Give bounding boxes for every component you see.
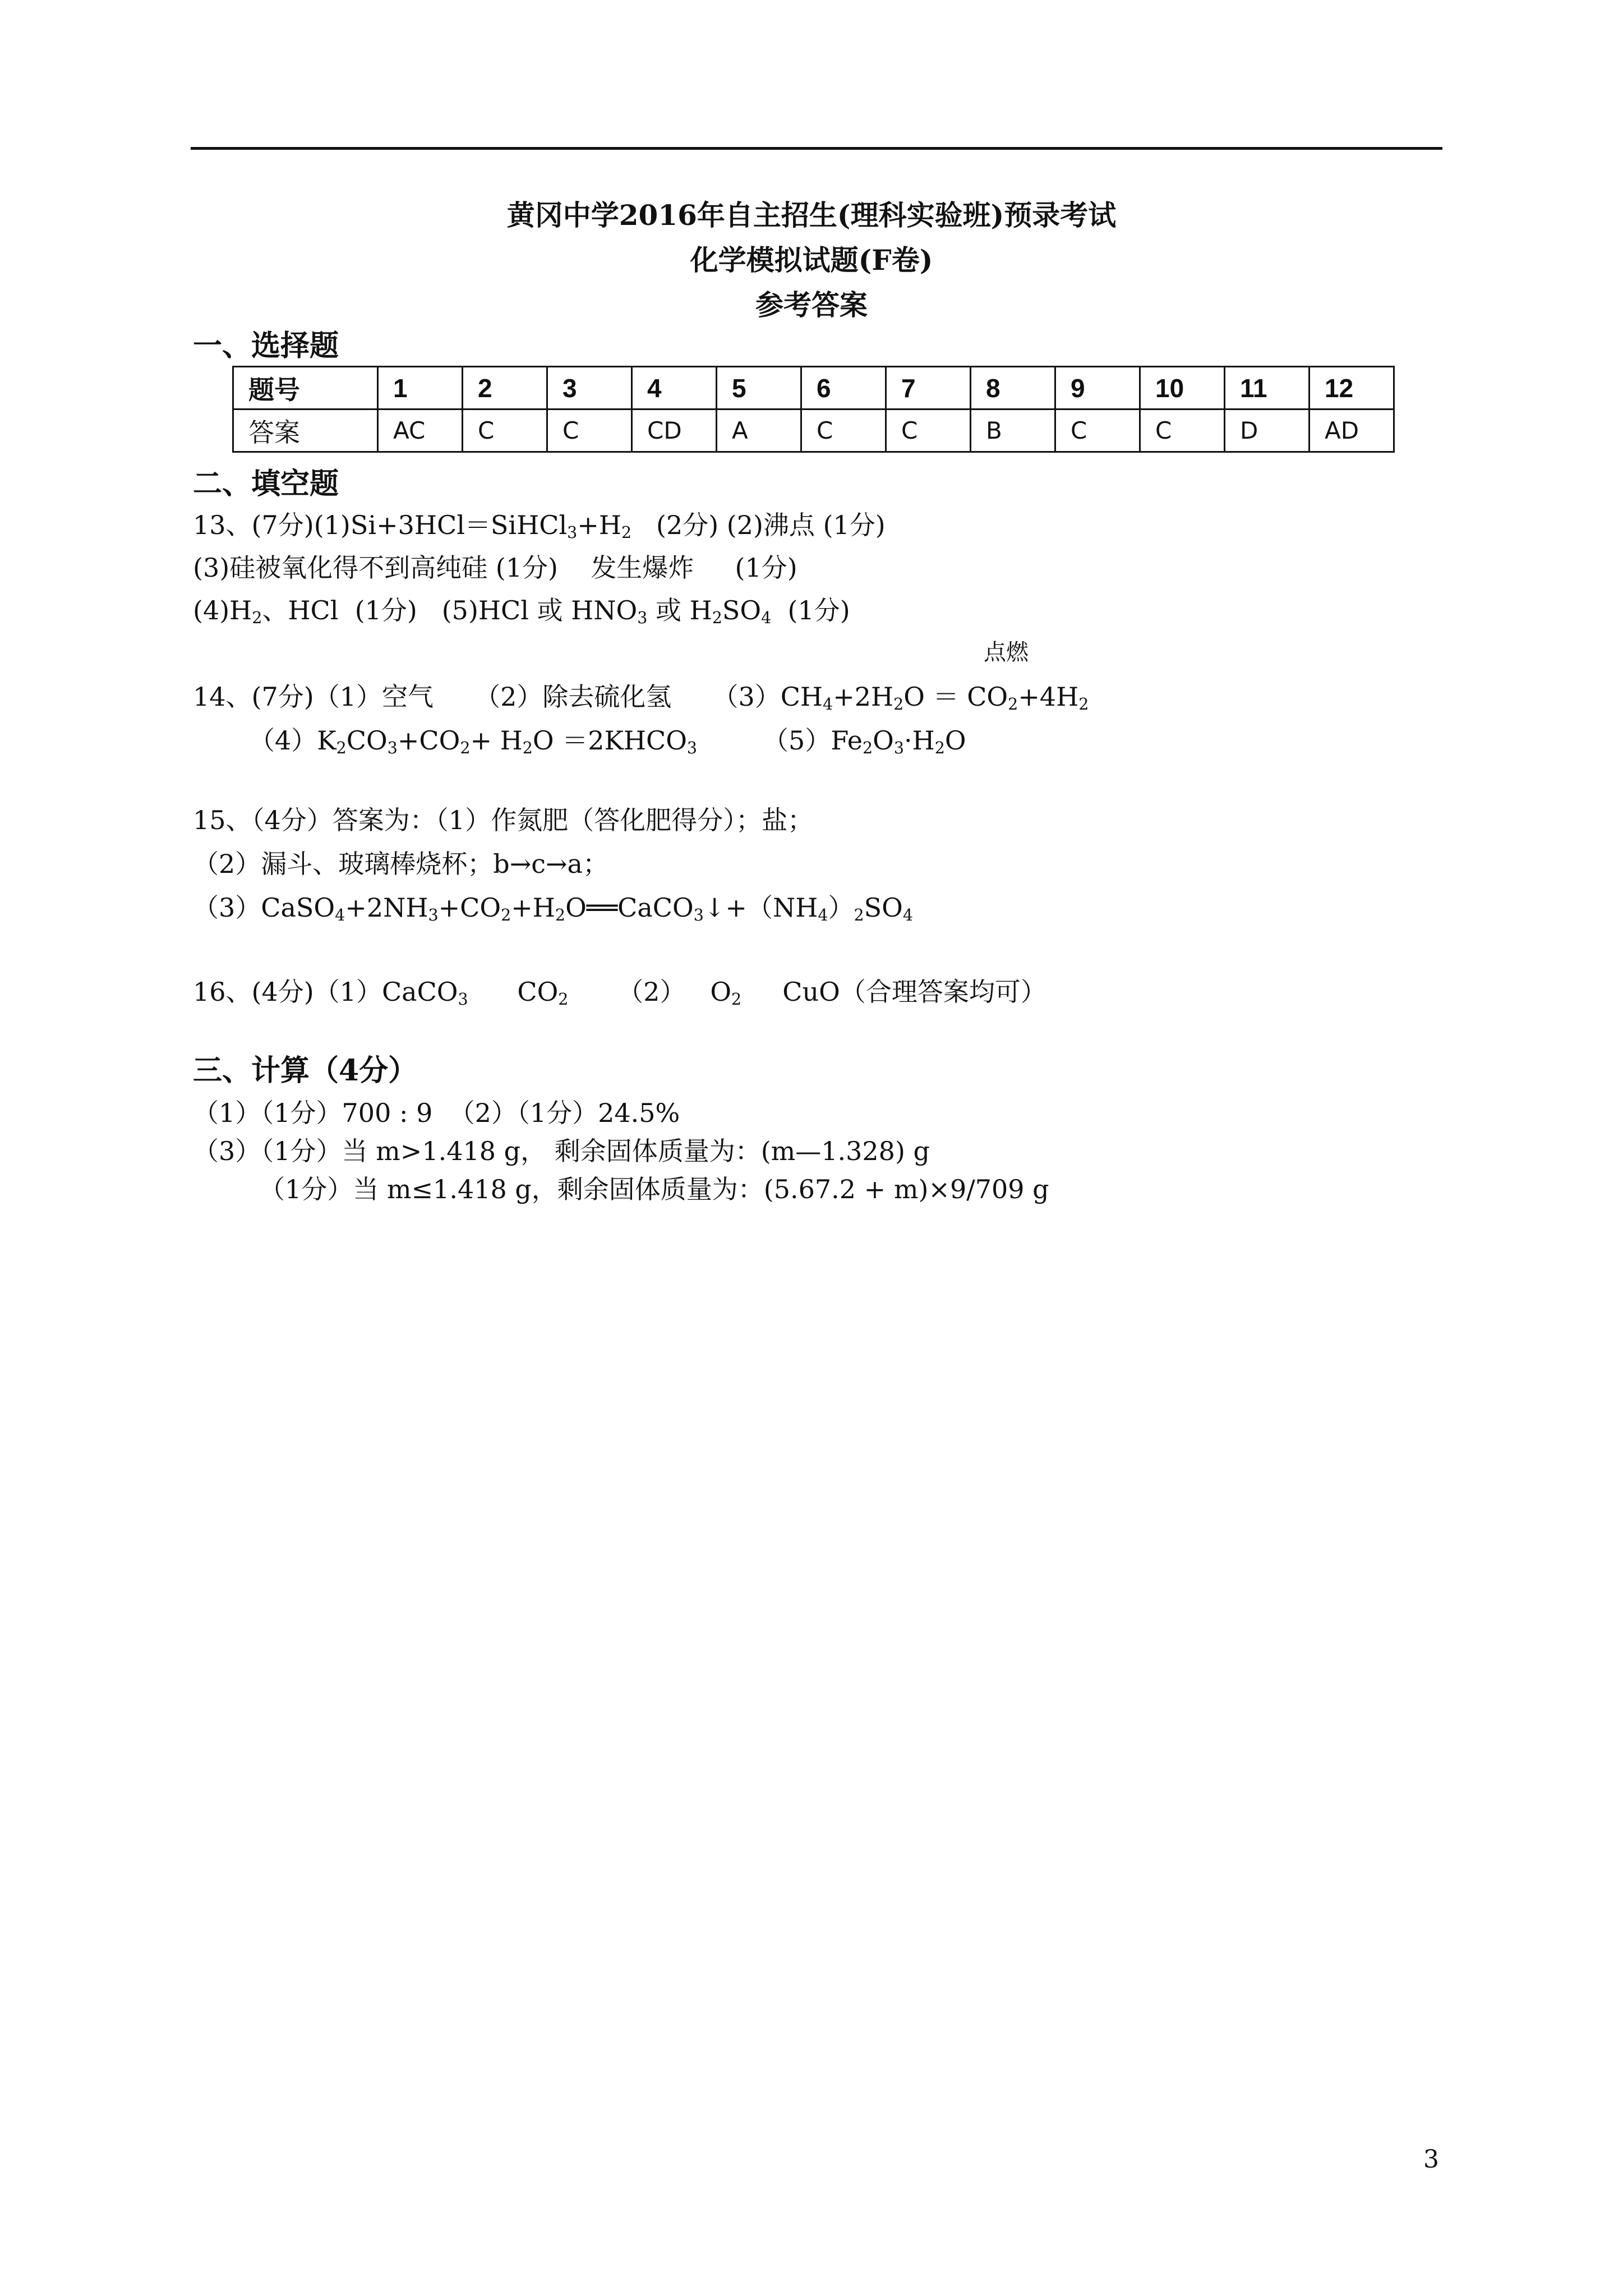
section-choice-heading: 一、选择题	[193, 329, 339, 363]
question-number: 10	[1140, 367, 1225, 409]
answer-cell: AD	[1310, 409, 1394, 452]
answer-cell: AC	[378, 409, 463, 452]
top-rule	[191, 147, 1442, 150]
question-number: 3	[547, 367, 632, 409]
question-number: 2	[463, 367, 547, 409]
table-row-label: 答案	[233, 409, 378, 452]
question-number: 9	[1055, 367, 1140, 409]
question-number: 8	[971, 367, 1055, 409]
answer-cell: CD	[632, 409, 717, 452]
q15-line3: $(3)CaSO_4+2NH_3+CO_2+H_2O══CaCO_3↓+(NH_4)_2SO_4$	[193, 892, 914, 925]
q15-line2: （2）漏斗、玻璃棒烧杯；b→c→a；	[193, 849, 608, 879]
question-number: 11	[1225, 367, 1310, 409]
question-number: 4	[632, 367, 717, 409]
question-number: 7	[886, 367, 971, 409]
exam-subtitle: 化学模拟试题(F卷)	[690, 243, 933, 277]
answer-cell: B	[971, 409, 1055, 452]
table-row-numbers	[233, 367, 1394, 409]
answer-cell: C	[547, 409, 632, 452]
answer-cell: C	[1140, 409, 1225, 452]
answer-table	[232, 366, 1395, 453]
page-number: 3	[1423, 2145, 1439, 2174]
q15-line1: 15、（4分）答案为：（1）作氮肥（答化肥得分）；盐；	[193, 805, 814, 835]
section-calc-heading: 三、计算（4分）	[193, 1053, 418, 1088]
answer-cell: C	[801, 409, 886, 452]
exam-title: 黄冈中学2016年自主招生(理科实验班)预录考试	[506, 199, 1117, 232]
table-row-answers	[233, 409, 1394, 452]
q13-line3: $(4)H_2$、HCl (1分) (5)HCl 或 $HNO_3$ 或 $H_2SO_4$ (1分)	[193, 595, 850, 628]
q13-line2: (3)硅被氧化得不到高纯硅 (1分) 发生爆炸 (1分)	[193, 553, 797, 583]
q13-line1: 13、(7分)$(1)Si+3HCl=SiHCl_3+H_2$ (2分) (2)沸点 (1分)	[193, 510, 886, 542]
answer-cell: C	[1055, 409, 1140, 452]
q14-line2: $(4)K_2CO_3+CO_2+ H_2O$ $=2KHCO_3$ $(5)Fe_2O_3\cdot H_2O$	[249, 725, 966, 758]
question-number: 5	[717, 367, 801, 409]
answer-cell: C	[463, 409, 547, 452]
calc-line1: （1）（1分）700 : 9 （2）（1分）24.5%	[193, 1098, 680, 1128]
answer-cell: A	[717, 409, 801, 452]
question-number: 1	[378, 367, 463, 409]
calc-line2: （3）（1分）当 m>1.418 g， 剩余固体质量为：(m—1.328) g	[193, 1136, 930, 1166]
q14-line1: 14、(7分)（1）空气 （2）除去硫化氢 $(3)CH_4+2H_2O = CO_2+4H_2$	[193, 682, 1089, 714]
table-row-label: 题号	[233, 367, 378, 409]
answer-key-heading: 参考答案	[755, 288, 868, 321]
reaction-condition-label: 点燃	[984, 639, 1029, 665]
answer-cell: C	[886, 409, 971, 452]
answer-cell: D	[1225, 409, 1310, 452]
section-fill-heading: 二、填空题	[193, 467, 339, 501]
calc-line3: （1分）当 m≤1.418 g，剩余固体质量为：(5.67.2 + m)×9/709 g	[259, 1174, 1049, 1204]
q16-line1: 16、(4分)（1）CaCO$_3$ $CO_2$ （2） $O_2$ CuO（合理答案均可）	[193, 977, 1046, 1009]
question-number: 6	[801, 367, 886, 409]
question-number: 12	[1310, 367, 1394, 409]
